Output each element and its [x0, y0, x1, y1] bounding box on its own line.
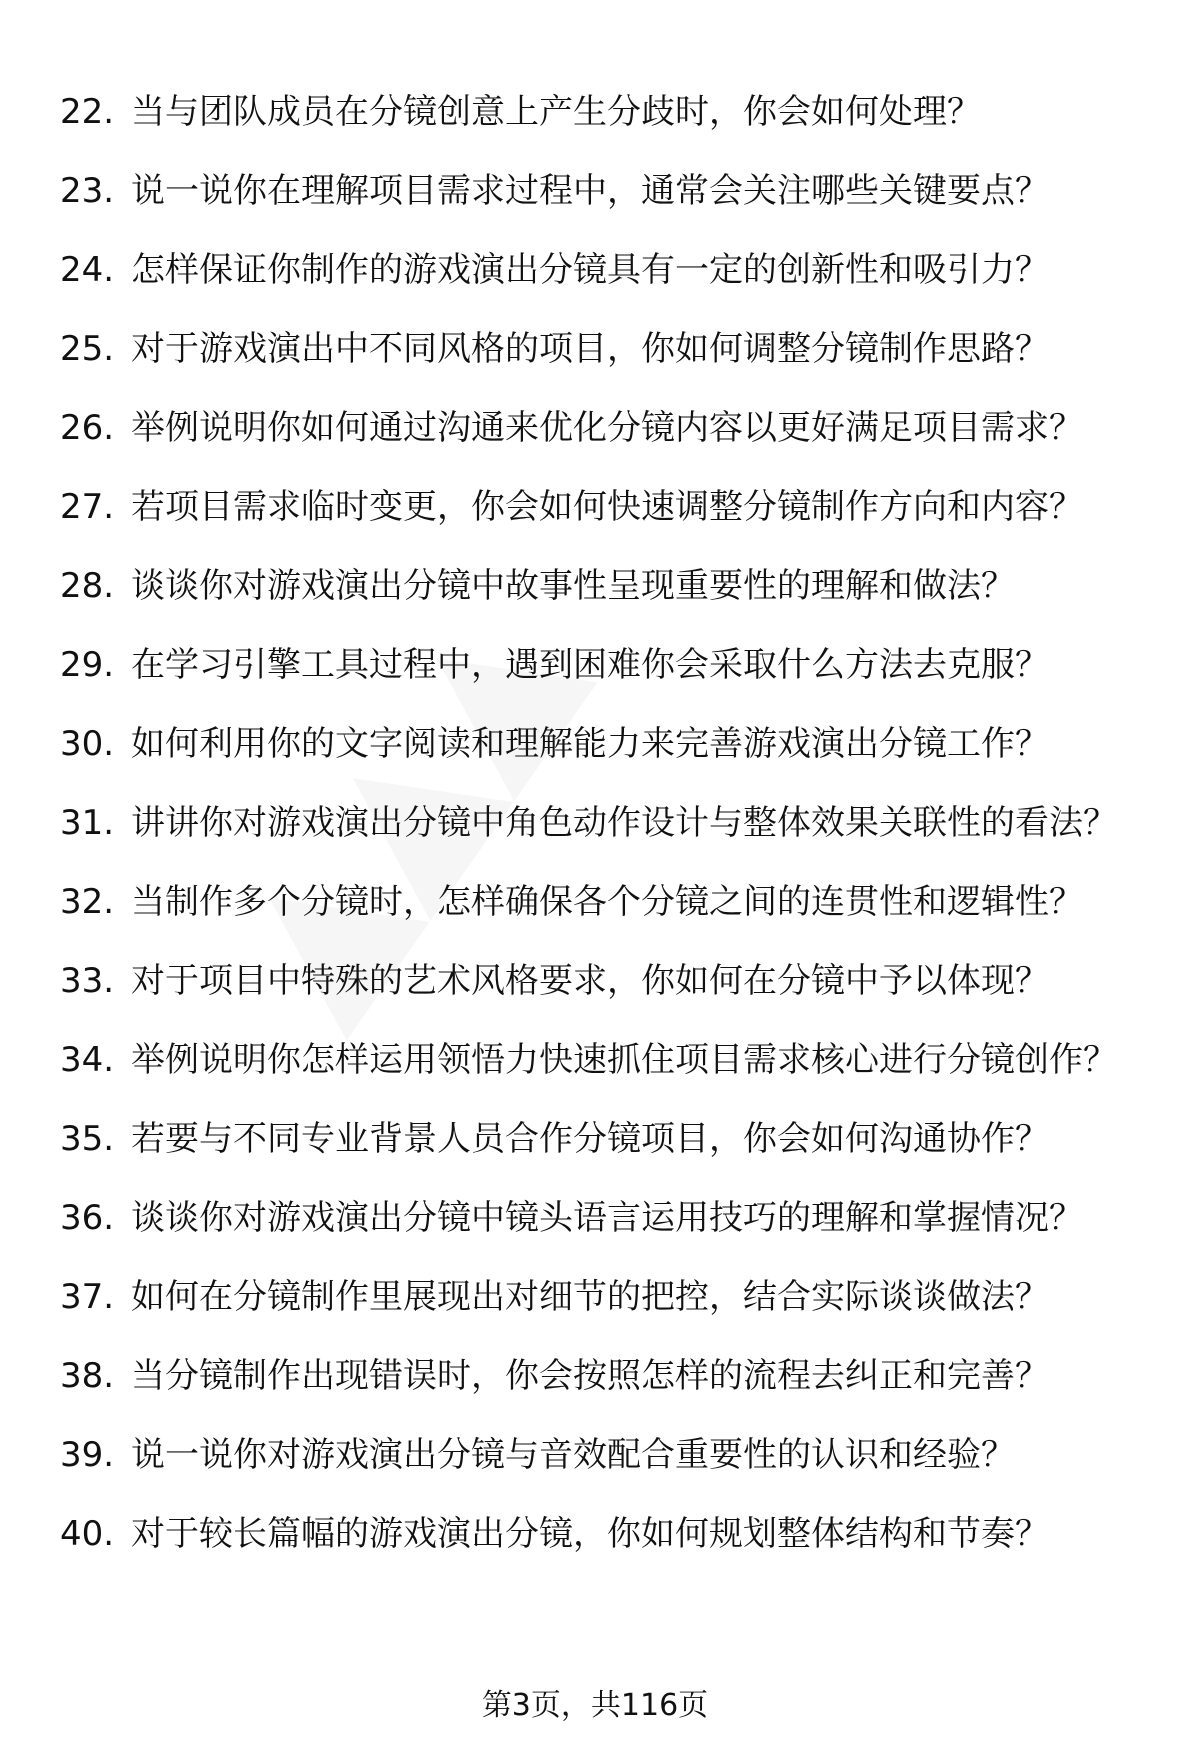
question-item	[0, 326, 1190, 373]
question-number: 32.	[60, 882, 115, 922]
question-number: 25.	[60, 329, 115, 369]
question-number: 31.	[60, 803, 115, 843]
question-number: 39.	[60, 1435, 115, 1475]
question-text: 当制作多个分镜时，怎样确保各个分镜之间的连贯性和逻辑性？	[131, 882, 1083, 922]
question-number: 33.	[60, 961, 115, 1001]
question-text: 说一说你在理解项目需求过程中，通常会关注哪些关键要点？	[131, 171, 1049, 211]
question-number: 36.	[60, 1198, 115, 1238]
question-text: 讲讲你对游戏演出分镜中角色动作设计与整体效果关联性的看法？	[131, 803, 1117, 843]
question-item	[0, 800, 1190, 847]
question-item	[0, 484, 1190, 531]
question-text: 谈谈你对游戏演出分镜中故事性呈现重要性的理解和做法？	[131, 566, 1015, 606]
question-number: 22.	[60, 92, 115, 132]
question-item	[0, 1037, 1190, 1084]
question-text: 当与团队成员在分镜创意上产生分歧时，你会如何处理？	[131, 92, 981, 132]
question-text: 说一说你对游戏演出分镜与音效配合重要性的认识和经验？	[131, 1435, 1015, 1475]
question-text: 若要与不同专业背景人员合作分镜项目，你会如何沟通协作？	[131, 1119, 1049, 1159]
question-text: 若项目需求临时变更，你会如何快速调整分镜制作方向和内容？	[131, 487, 1083, 527]
question-text: 当分镜制作出现错误时，你会按照怎样的流程去纠正和完善？	[131, 1356, 1049, 1396]
question-item	[0, 958, 1190, 1005]
question-text: 如何在分镜制作里展现出对细节的把控，结合实际谈谈做法？	[131, 1277, 1049, 1317]
question-number: 30.	[60, 724, 115, 764]
question-number: 26.	[60, 408, 115, 448]
question-item	[0, 1353, 1190, 1400]
question-number: 34.	[60, 1040, 115, 1080]
question-text: 如何利用你的文字阅读和理解能力来完善游戏演出分镜工作？	[131, 724, 1049, 764]
question-text: 怎样保证你制作的游戏演出分镜具有一定的创新性和吸引力？	[131, 250, 1049, 290]
question-item	[0, 89, 1190, 136]
question-number: 35.	[60, 1119, 115, 1159]
question-list	[0, 89, 1190, 1590]
question-item	[0, 1116, 1190, 1163]
question-number: 40.	[60, 1514, 115, 1554]
question-item	[0, 642, 1190, 689]
question-item	[0, 721, 1190, 768]
question-item	[0, 247, 1190, 294]
question-text: 谈谈你对游戏演出分镜中镜头语言运用技巧的理解和掌握情况？	[131, 1198, 1083, 1238]
question-item	[0, 1511, 1190, 1558]
question-text: 举例说明你如何通过沟通来优化分镜内容以更好满足项目需求？	[131, 408, 1083, 448]
question-item	[0, 168, 1190, 215]
question-number: 24.	[60, 250, 115, 290]
question-item	[0, 1195, 1190, 1242]
question-number: 37.	[60, 1277, 115, 1317]
question-text: 在学习引擎工具过程中，遇到困难你会采取什么方法去克服？	[131, 645, 1049, 685]
question-item	[0, 563, 1190, 610]
question-number: 38.	[60, 1356, 115, 1396]
question-item	[0, 1432, 1190, 1479]
question-item	[0, 405, 1190, 452]
question-item	[0, 1274, 1190, 1321]
question-text: 举例说明你怎样运用领悟力快速抓住项目需求核心进行分镜创作？	[131, 1040, 1117, 1080]
question-text: 对于项目中特殊的艺术风格要求，你如何在分镜中予以体现？	[131, 961, 1049, 1001]
question-text: 对于较长篇幅的游戏演出分镜，你如何规划整体结构和节奏？	[131, 1514, 1049, 1554]
question-number: 29.	[60, 645, 115, 685]
question-text: 对于游戏演出中不同风格的项目，你如何调整分镜制作思路？	[131, 329, 1049, 369]
question-number: 28.	[60, 566, 115, 606]
question-number: 23.	[60, 171, 115, 211]
page-number: 第3页，共116页	[481, 1688, 709, 1723]
question-number: 27.	[60, 487, 115, 527]
question-item	[0, 879, 1190, 926]
